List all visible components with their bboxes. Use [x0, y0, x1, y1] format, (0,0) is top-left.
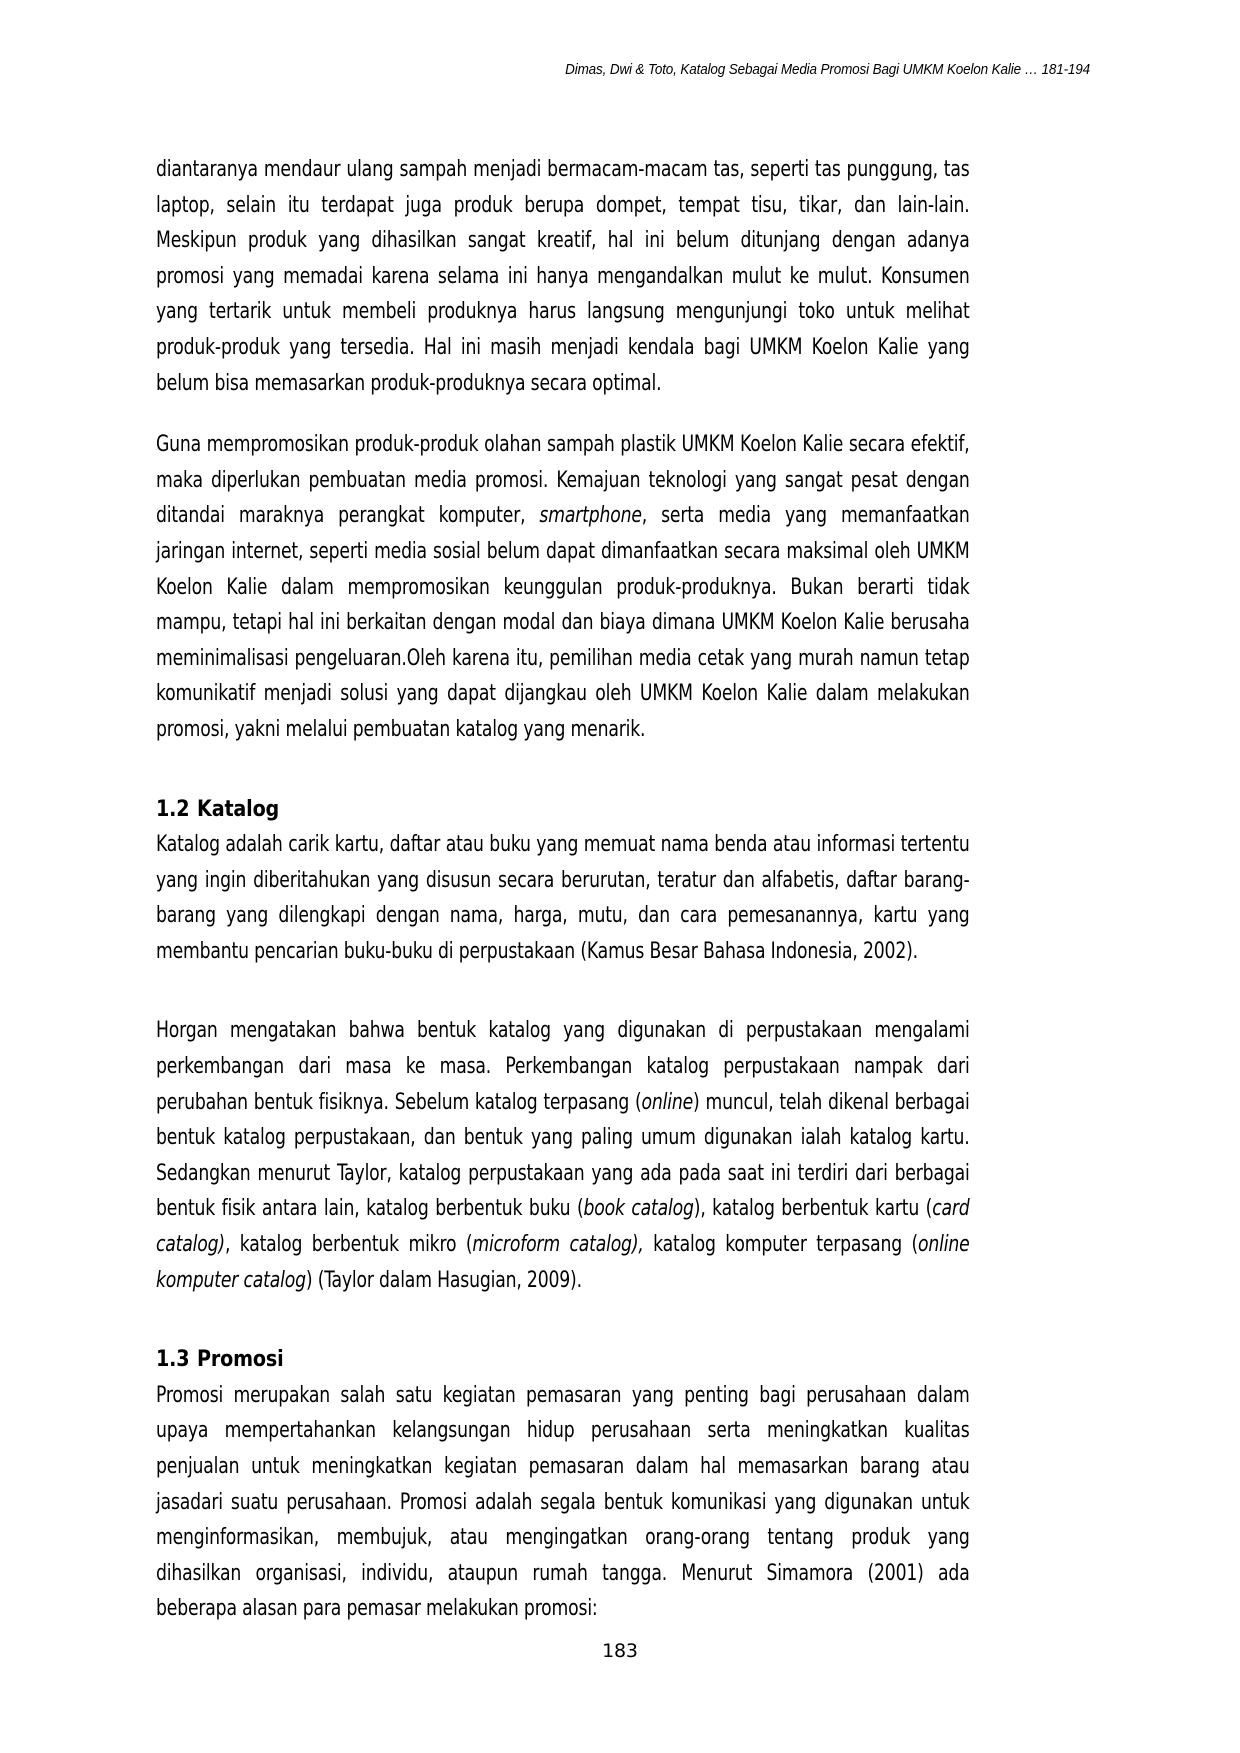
text-run: , katalog berbentuk mikro (	[224, 1231, 473, 1258]
section-spacer	[156, 1324, 970, 1342]
paragraph-katalog-definisi: Katalog adalah carik kartu, daftar atau buku yang memuat nama benda atau informasi tertentu yang ingin diberitahukan yang disusun secara berurutan, teratur dan alfabetis, daftar barang-barang yang dilengkapi dengan nama, harga, mutu, dan cara pemesanannya, kartu yang membantu pencarian buku-buku di perpustakaan (Kamus Besar Bahasa Indonesia, 2002).	[156, 831, 970, 964]
italic-term-online: online	[641, 1088, 694, 1115]
italic-term-online-komputer-catalog: online komputer catalog	[156, 1231, 970, 1293]
paragraph-promosi-definisi: Promosi merupakan salah satu kegiatan pemasaran yang penting bagi perusahaan dalam upaya mempertahankan kelangsungan hidup perusahaan serta meningkatkan kualitas penjualan untuk meningkatkan kegiatan pemasaran dalam hal memasarkan barang atau jasadari suatu perusahaan. Promosi adalah segala bentuk komunikasi yang digunakan untuk menginformasikan, membujuk, atau mengingatkan orang-orang tentang produk yang dihasilkan organisasi, individu, ataupun rumah tangga. Menurut Simamora (2001) ada beberapa alasan para pemasar melakukan promosi:	[156, 1381, 970, 1622]
paragraph-promosi-media	[156, 427, 970, 747]
page-content	[156, 152, 970, 1627]
heading-1-2-katalog	[156, 792, 970, 828]
heading-title: Katalog	[197, 795, 280, 822]
italic-term-microform-catalog: microform catalog),	[472, 1231, 644, 1258]
section-spacer	[156, 774, 970, 792]
running-header: Dimas, Dwi & Toto, Katalog Sebagai Media Promosi Bagi UMKM Koelon Kalie … 181-194	[565, 62, 1090, 78]
text-run: ) (Taylor dalam Hasugian, 2009).	[305, 1266, 582, 1293]
page-number: 183	[602, 1640, 638, 1662]
paragraph-intro-continuation: diantaranya mendaur ulang sampah menjadi bermacam-macam tas, seperti tas punggung, tas laptop, selain itu terdapat juga produk berupa dompet, tempat tisu, tikar, dan lain-lain. Meskipun produk yang dihasilkan sangat kreatif, hal ini belum ditunjang dengan adanya promosi yang memadai karena selama ini hanya mengandalkan mulut ke mulut. Konsumen yang tertarik untuk membeli produknya harus langsung mengunjungi toko untuk melihat produk-produk yang tersedia. Hal ini masih menjadi kendala bagi UMKM Koelon Kalie yang belum bisa memasarkan produk-produknya secara optimal.	[156, 156, 970, 396]
heading-1-3-promosi	[156, 1342, 970, 1378]
text-run: katalog komputer terpasang (	[643, 1231, 919, 1258]
italic-term-smartphone: smartphone	[539, 502, 642, 529]
italic-term-card-catalog: card catalog)	[156, 1195, 970, 1258]
text-run: , serta media yang memanfaatkan jaringan internet, seperti media sosial belum dapat dimanfaatkan secara maksimal oleh UMKM Koelon Kalie dalam mempromosikan keunggulan produk-produknya. Bukan berarti tidak mampu, tetapi hal ini berkaitan dengan modal dan biaya dimana UMKM Koelon Kalie berusaha meminimalisasi pengeluaran.Oleh karena itu, pemilihan media cetak yang murah namun tetap komunikatif menjadi solusi yang dapat dijangkau oleh UMKM Koelon Kalie dalam melakukan promosi, yakni melalui pembuatan katalog yang menarik.	[156, 502, 970, 742]
heading-title: Promosi	[197, 1346, 284, 1373]
heading-number: 1.2	[156, 795, 190, 822]
text-run: Horgan mengatakan bahwa bentuk katalog yang digunakan di perpustakaan mengalami perkembangan dari masa ke masa. Perkembangan katalog perpustakaan nampak dari perubahan bentuk fisiknya. Sebelum katalog terpasang (	[156, 1017, 970, 1115]
italic-term-book-catalog: book catalog	[583, 1195, 694, 1222]
text-run: ) muncul, telah dikenal berbagai bentuk katalog perpustakaan, dan bentuk yang paling umum digunakan ialah katalog kartu. Sedangkan menurut Taylor, katalog perpustakaan yang ada pada saat ini terdiri dari berbagai bentuk fisik antara lain, katalog berbentuk buku (	[156, 1088, 970, 1222]
text-run: Guna mempromosikan produk-produk olahan sampah plastik UMKM Koelon Kalie secara efektif, maka diperlukan pembuatan media promosi. Kemajuan teknologi yang sangat pesat dengan ditandai maraknya perangkat komputer,	[156, 431, 970, 529]
paragraph-katalog-horgan	[156, 1013, 970, 1298]
paragraph-spacer	[156, 995, 970, 1013]
heading-number: 1.3	[156, 1346, 190, 1373]
text-run: ), katalog berbentuk kartu (	[693, 1195, 933, 1222]
